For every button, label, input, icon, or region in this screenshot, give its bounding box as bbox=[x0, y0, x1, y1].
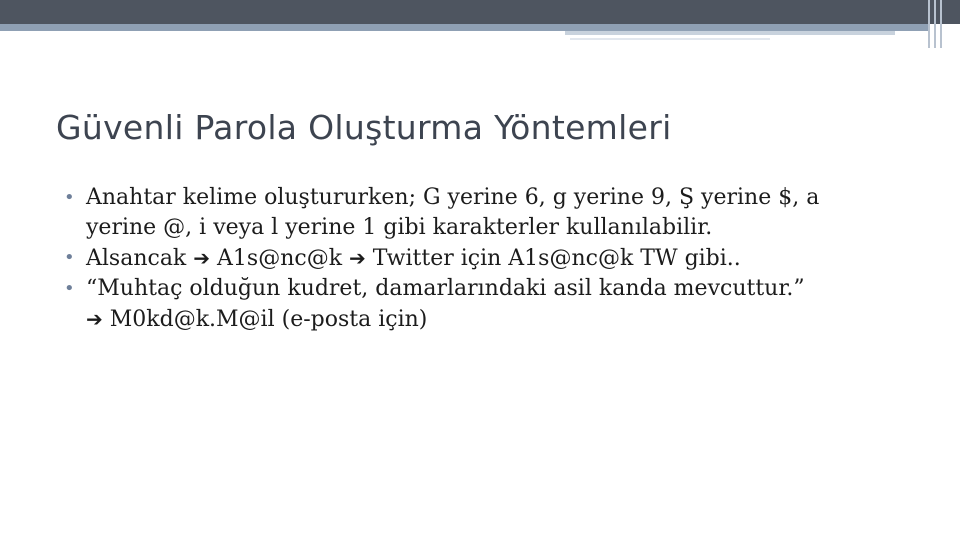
header-accent-line bbox=[565, 31, 895, 35]
arrow-right-icon: ➔ bbox=[86, 307, 103, 331]
header-band bbox=[0, 0, 960, 24]
slide-title: Güvenli Parola Oluşturma Yöntemleri bbox=[56, 108, 672, 147]
bullet-1-line-2: yerine @, i veya l yerine 1 gibi karakterler kullanılabilir. bbox=[86, 215, 713, 240]
bullet-list bbox=[56, 183, 916, 335]
bullet-dot-icon: • bbox=[64, 187, 75, 208]
bullet-dot-icon: • bbox=[64, 278, 75, 299]
bullet-item-1 bbox=[56, 183, 916, 243]
bullet-3-line-2: M0kd@k.M@il (e-posta için) bbox=[102, 307, 428, 332]
bullet-3-line-2-wrap bbox=[86, 304, 916, 335]
bullet-2-part-1: Alsancak bbox=[86, 246, 194, 271]
bullet-dot-icon: • bbox=[64, 247, 75, 268]
arrow-right-icon: ➔ bbox=[193, 246, 211, 270]
bullet-2-part-3: Twitter için A1s@nc@k TW gibi.. bbox=[365, 246, 741, 271]
header-stripe bbox=[0, 24, 930, 31]
bullet-3-line-1: “Muhtaç olduğun kudret, damarlarındaki asil kanda mevcuttur.” bbox=[86, 276, 805, 301]
bullet-2-part-2: A1s@nc@k bbox=[210, 246, 350, 271]
header-accent-line-2 bbox=[570, 38, 770, 40]
bullet-item-2 bbox=[56, 243, 916, 274]
bullet-1-line-1: Anahtar kelime oluştururken; G yerine 6, g yerine 9, Ş yerine $, a bbox=[86, 185, 820, 210]
header-decor-bars bbox=[928, 0, 950, 48]
bullet-item-3 bbox=[56, 274, 916, 335]
arrow-right-icon: ➔ bbox=[349, 246, 366, 270]
